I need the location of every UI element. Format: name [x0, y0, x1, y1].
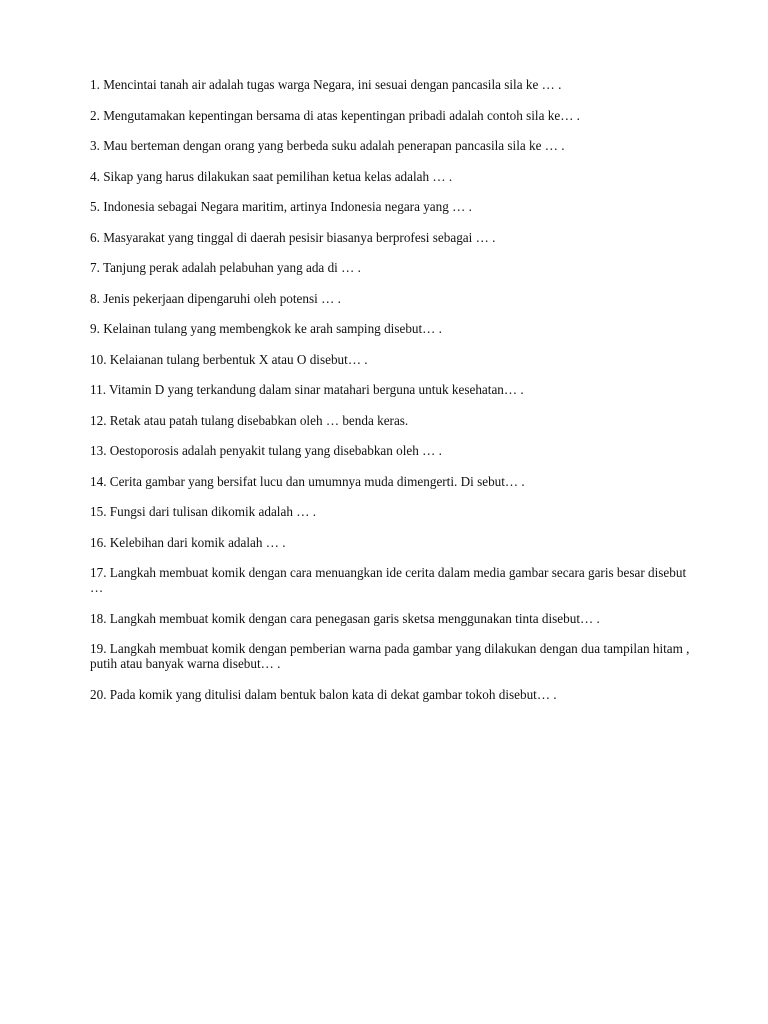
- question-item: 16. Kelebihan dari komik adalah … .: [90, 534, 286, 550]
- question-item: 5. Indonesia sebagai Negara maritim, artinya Indonesia negara yang … .: [90, 199, 472, 214]
- question-item: 6. Masyarakat yang tinggal di daerah pesisir biasanya berprofesi sebagai … .: [90, 229, 496, 245]
- question-item: 18. Langkah membuat komik dengan cara penegasan garis sketsa menggunakan tinta disebut… .: [90, 610, 600, 626]
- question-item: 20. Pada komik yang ditulisi dalam bentuk balon kata di dekat gambar tokoh disebut… .: [90, 686, 557, 702]
- question-item: 8. Jenis pekerjaan dipengaruhi oleh potensi … .: [90, 290, 341, 306]
- question-item: 9. Kelainan tulang yang membengkok ke arah samping disebut… .: [90, 321, 442, 336]
- question-item: 12. Retak atau patah tulang disebabkan oleh … benda keras.: [90, 412, 409, 428]
- question-item: 11. Vitamin D yang terkandung dalam sinar matahari berguna untuk kesehatan… .: [90, 382, 524, 397]
- question-item: 4. Sikap yang harus dilakukan saat pemilihan ketua kelas adalah … .: [90, 168, 453, 184]
- question-item: 19. Langkah membuat komik dengan pemberian warna pada gambar yang dilakukan dengan dua tampilan hitam , putih atau banyak warna disebut… .: [90, 641, 690, 671]
- question-item: 14. Cerita gambar yang bersifat lucu dan umumnya muda dimengerti. Di sebut… .: [90, 473, 525, 489]
- question-item: 15. Fungsi dari tulisan dikomik adalah … .: [90, 504, 316, 519]
- question-item: 17. Langkah membuat komik dengan cara menuangkan ide cerita dalam media gambar secara garis besar disebut …: [90, 565, 687, 595]
- question-item: 13. Oestoporosis adalah penyakit tulang yang disebabkan oleh … .: [90, 443, 442, 458]
- question-item: 3. Mau berteman dengan orang yang berbeda suku adalah penerapan pancasila sila ke … .: [90, 138, 565, 153]
- question-list: [90, 77, 690, 717]
- question-item: 1. Mencintai tanah air adalah tugas warga Negara, ini sesuai dengan pancasila sila ke … .: [90, 77, 562, 92]
- question-item: 10. Kelaianan tulang berbentuk X atau O disebut… .: [90, 351, 368, 367]
- question-item: 2. Mengutamakan kepentingan bersama di atas kepentingan pribadi adalah contoh sila ke… .: [90, 107, 580, 123]
- question-item: 7. Tanjung perak adalah pelabuhan yang ada di … .: [90, 260, 361, 275]
